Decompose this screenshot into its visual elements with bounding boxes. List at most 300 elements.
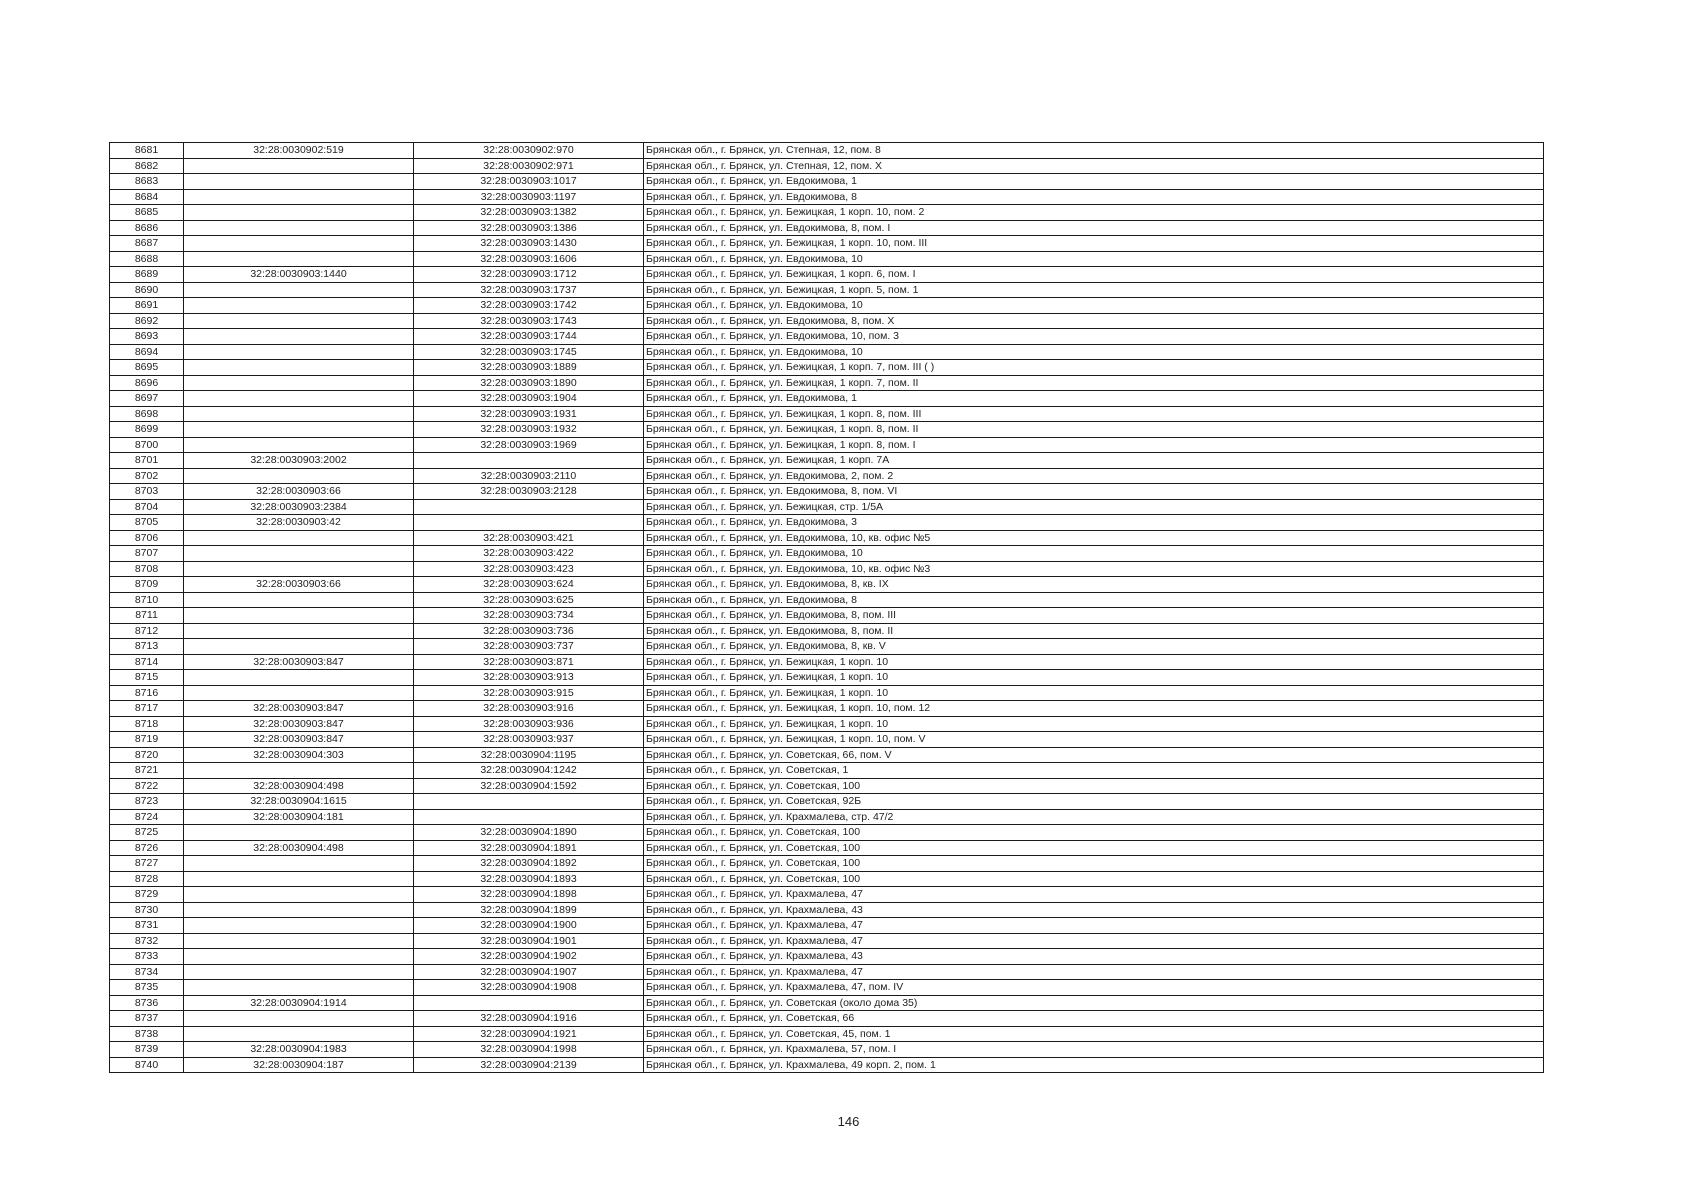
address-cell: Брянская обл., г. Брянск, ул. Крахмалева, стр. 47/2	[644, 809, 1544, 825]
cadastral-number-cell: 32:28:0030903:1745	[414, 344, 644, 360]
registry-table-body	[110, 143, 1544, 1073]
cadastral-number-cell: 32:28:0030903:936	[414, 716, 644, 732]
row-number-cell: 8707	[110, 546, 184, 562]
cadastral-number-cell: 32:28:0030904:2139	[414, 1057, 644, 1073]
cadastral-number-cell: 32:28:0030903:1742	[414, 298, 644, 314]
parent-cadastral-number-cell	[184, 391, 414, 407]
parent-cadastral-number-cell: 32:28:0030903:2002	[184, 453, 414, 469]
row-number-cell: 8711	[110, 608, 184, 624]
row-number-cell: 8703	[110, 484, 184, 500]
table-row	[110, 608, 1544, 624]
cadastral-number-cell: 32:28:0030903:421	[414, 530, 644, 546]
cadastral-number-cell: 32:28:0030903:1382	[414, 205, 644, 221]
table-row	[110, 639, 1544, 655]
row-number-cell: 8735	[110, 980, 184, 996]
row-number-cell: 8705	[110, 515, 184, 531]
parent-cadastral-number-cell: 32:28:0030903:847	[184, 654, 414, 670]
cadastral-number-cell: 32:28:0030904:1908	[414, 980, 644, 996]
table-row	[110, 623, 1544, 639]
cadastral-number-cell: 32:28:0030904:1916	[414, 1011, 644, 1027]
parent-cadastral-number-cell	[184, 329, 414, 345]
property-registry-table	[109, 142, 1544, 1073]
cadastral-number-cell: 32:28:0030904:1899	[414, 902, 644, 918]
address-cell: Брянская обл., г. Брянск, ул. Бежицкая, 1 корп. 10, пом. V	[644, 732, 1544, 748]
parent-cadastral-number-cell	[184, 468, 414, 484]
registry-sheet	[109, 142, 1543, 1073]
table-row	[110, 887, 1544, 903]
parent-cadastral-number-cell	[184, 592, 414, 608]
parent-cadastral-number-cell	[184, 344, 414, 360]
row-number-cell: 8729	[110, 887, 184, 903]
cadastral-number-cell: 32:28:0030903:916	[414, 701, 644, 717]
address-cell: Брянская обл., г. Брянск, ул. Евдокимова, 8, пом. III	[644, 608, 1544, 624]
row-number-cell: 8717	[110, 701, 184, 717]
address-cell: Брянская обл., г. Брянск, ул. Советская, 100	[644, 825, 1544, 841]
address-cell: Брянская обл., г. Брянск, ул. Евдокимова, 8	[644, 189, 1544, 205]
row-number-cell: 8690	[110, 282, 184, 298]
row-number-cell: 8698	[110, 406, 184, 422]
address-cell: Брянская обл., г. Брянск, ул. Евдокимова, 1	[644, 174, 1544, 190]
parent-cadastral-number-cell	[184, 282, 414, 298]
cadastral-number-cell: 32:28:0030904:1195	[414, 747, 644, 763]
row-number-cell: 8732	[110, 933, 184, 949]
table-row	[110, 577, 1544, 593]
table-row	[110, 391, 1544, 407]
address-cell: Брянская обл., г. Брянск, ул. Советская, 100	[644, 778, 1544, 794]
row-number-cell: 8740	[110, 1057, 184, 1073]
address-cell: Брянская обл., г. Брянск, ул. Крахмалева, 47	[644, 964, 1544, 980]
table-row	[110, 747, 1544, 763]
address-cell: Брянская обл., г. Брянск, ул. Бежицкая, 1 корп. 7, пом. III ( )	[644, 360, 1544, 376]
parent-cadastral-number-cell: 32:28:0030903:42	[184, 515, 414, 531]
address-cell: Брянская обл., г. Брянск, ул. Советская (около дома 35)	[644, 995, 1544, 1011]
row-number-cell: 8687	[110, 236, 184, 252]
address-cell: Брянская обл., г. Брянск, ул. Бежицкая, 1 корп. 6, пом. I	[644, 267, 1544, 283]
parent-cadastral-number-cell	[184, 1026, 414, 1042]
table-row	[110, 1057, 1544, 1073]
table-row	[110, 980, 1544, 996]
table-row	[110, 763, 1544, 779]
address-cell: Брянская обл., г. Брянск, ул. Евдокимова, 10	[644, 344, 1544, 360]
parent-cadastral-number-cell	[184, 918, 414, 934]
parent-cadastral-number-cell	[184, 220, 414, 236]
address-cell: Брянская обл., г. Брянск, ул. Советская, 100	[644, 840, 1544, 856]
address-cell: Брянская обл., г. Брянск, ул. Советская, 45, пом. 1	[644, 1026, 1544, 1042]
parent-cadastral-number-cell: 32:28:0030903:1440	[184, 267, 414, 283]
row-number-cell: 8739	[110, 1042, 184, 1058]
address-cell: Брянская обл., г. Брянск, ул. Евдокимова, 10	[644, 251, 1544, 267]
parent-cadastral-number-cell: 32:28:0030903:847	[184, 716, 414, 732]
address-cell: Брянская обл., г. Брянск, ул. Советская, 66, пом. V	[644, 747, 1544, 763]
parent-cadastral-number-cell: 32:28:0030904:187	[184, 1057, 414, 1073]
parent-cadastral-number-cell	[184, 1011, 414, 1027]
parent-cadastral-number-cell: 32:28:0030904:1615	[184, 794, 414, 810]
row-number-cell: 8693	[110, 329, 184, 345]
cadastral-number-cell: 32:28:0030903:1904	[414, 391, 644, 407]
cadastral-number-cell	[414, 499, 644, 515]
parent-cadastral-number-cell	[184, 887, 414, 903]
address-cell: Брянская обл., г. Брянск, ул. Бежицкая, 1 корп. 10	[644, 716, 1544, 732]
cadastral-number-cell	[414, 794, 644, 810]
address-cell: Брянская обл., г. Брянск, ул. Евдокимова, 10	[644, 298, 1544, 314]
parent-cadastral-number-cell	[184, 406, 414, 422]
table-row	[110, 422, 1544, 438]
address-cell: Брянская обл., г. Брянск, ул. Крахмалева, 49 корп. 2, пом. 1	[644, 1057, 1544, 1073]
table-row	[110, 406, 1544, 422]
table-row	[110, 840, 1544, 856]
cadastral-number-cell: 32:28:0030903:1931	[414, 406, 644, 422]
row-number-cell: 8684	[110, 189, 184, 205]
address-cell: Брянская обл., г. Брянск, ул. Евдокимова, 10, кв. офис №5	[644, 530, 1544, 546]
address-cell: Брянская обл., г. Брянск, ул. Степная, 12, пом. 8	[644, 143, 1544, 159]
table-row	[110, 174, 1544, 190]
parent-cadastral-number-cell	[184, 856, 414, 872]
address-cell: Брянская обл., г. Брянск, ул. Бежицкая, 1 корп. 8, пом. III	[644, 406, 1544, 422]
address-cell: Брянская обл., г. Брянск, ул. Евдокимова, 3	[644, 515, 1544, 531]
table-row	[110, 515, 1544, 531]
table-row	[110, 360, 1544, 376]
table-row	[110, 778, 1544, 794]
cadastral-number-cell: 32:28:0030903:1606	[414, 251, 644, 267]
table-row	[110, 267, 1544, 283]
cadastral-number-cell: 32:28:0030903:1430	[414, 236, 644, 252]
row-number-cell: 8689	[110, 267, 184, 283]
row-number-cell: 8704	[110, 499, 184, 515]
parent-cadastral-number-cell	[184, 205, 414, 221]
cadastral-number-cell: 32:28:0030903:1017	[414, 174, 644, 190]
row-number-cell: 8710	[110, 592, 184, 608]
parent-cadastral-number-cell	[184, 251, 414, 267]
row-number-cell: 8700	[110, 437, 184, 453]
parent-cadastral-number-cell	[184, 949, 414, 965]
table-row	[110, 313, 1544, 329]
row-number-cell: 8718	[110, 716, 184, 732]
cadastral-number-cell: 32:28:0030903:423	[414, 561, 644, 577]
row-number-cell: 8734	[110, 964, 184, 980]
table-row	[110, 236, 1544, 252]
cadastral-number-cell: 32:28:0030904:1902	[414, 949, 644, 965]
address-cell: Брянская обл., г. Брянск, ул. Советская, 100	[644, 856, 1544, 872]
cadastral-number-cell: 32:28:0030903:736	[414, 623, 644, 639]
parent-cadastral-number-cell	[184, 902, 414, 918]
parent-cadastral-number-cell	[184, 871, 414, 887]
address-cell: Брянская обл., г. Брянск, ул. Крахмалева, 47	[644, 918, 1544, 934]
row-number-cell: 8719	[110, 732, 184, 748]
cadastral-number-cell: 32:28:0030903:937	[414, 732, 644, 748]
cadastral-number-cell: 32:28:0030904:1242	[414, 763, 644, 779]
table-row	[110, 298, 1544, 314]
row-number-cell: 8696	[110, 375, 184, 391]
cadastral-number-cell: 32:28:0030904:1998	[414, 1042, 644, 1058]
parent-cadastral-number-cell	[184, 437, 414, 453]
address-cell: Брянская обл., г. Брянск, ул. Советская, 100	[644, 871, 1544, 887]
parent-cadastral-number-cell: 32:28:0030903:66	[184, 484, 414, 500]
row-number-cell: 8681	[110, 143, 184, 159]
address-cell: Брянская обл., г. Брянск, ул. Евдокимова, 8, пом. VI	[644, 484, 1544, 500]
cadastral-number-cell: 32:28:0030903:1744	[414, 329, 644, 345]
parent-cadastral-number-cell	[184, 964, 414, 980]
table-row	[110, 685, 1544, 701]
table-row	[110, 484, 1544, 500]
cadastral-number-cell	[414, 995, 644, 1011]
parent-cadastral-number-cell: 32:28:0030904:498	[184, 840, 414, 856]
row-number-cell: 8738	[110, 1026, 184, 1042]
table-row	[110, 918, 1544, 934]
table-row	[110, 468, 1544, 484]
address-cell: Брянская обл., г. Брянск, ул. Бежицкая, 1 корп. 7, пом. II	[644, 375, 1544, 391]
row-number-cell: 8692	[110, 313, 184, 329]
cadastral-number-cell: 32:28:0030904:1900	[414, 918, 644, 934]
cadastral-number-cell: 32:28:0030904:1893	[414, 871, 644, 887]
table-row	[110, 732, 1544, 748]
address-cell: Брянская обл., г. Брянск, ул. Евдокимова, 10, пом. 3	[644, 329, 1544, 345]
cadastral-number-cell: 32:28:0030904:1921	[414, 1026, 644, 1042]
parent-cadastral-number-cell	[184, 298, 414, 314]
address-cell: Брянская обл., г. Брянск, ул. Евдокимова, 1	[644, 391, 1544, 407]
parent-cadastral-number-cell: 32:28:0030904:303	[184, 747, 414, 763]
parent-cadastral-number-cell	[184, 189, 414, 205]
row-number-cell: 8686	[110, 220, 184, 236]
row-number-cell: 8713	[110, 639, 184, 655]
address-cell: Брянская обл., г. Брянск, ул. Советская, 66	[644, 1011, 1544, 1027]
table-row	[110, 453, 1544, 469]
table-row	[110, 344, 1544, 360]
row-number-cell: 8730	[110, 902, 184, 918]
parent-cadastral-number-cell	[184, 825, 414, 841]
cadastral-number-cell: 32:28:0030902:970	[414, 143, 644, 159]
address-cell: Брянская обл., г. Брянск, ул. Бежицкая, 1 корп. 10	[644, 654, 1544, 670]
parent-cadastral-number-cell	[184, 980, 414, 996]
row-number-cell: 8716	[110, 685, 184, 701]
address-cell: Брянская обл., г. Брянск, ул. Бежицкая, 1 корп. 10, пом. 2	[644, 205, 1544, 221]
row-number-cell: 8709	[110, 577, 184, 593]
table-row	[110, 794, 1544, 810]
address-cell: Брянская обл., г. Брянск, ул. Евдокимова, 8, кв. V	[644, 639, 1544, 655]
parent-cadastral-number-cell	[184, 685, 414, 701]
cadastral-number-cell	[414, 809, 644, 825]
cadastral-number-cell: 32:28:0030903:1197	[414, 189, 644, 205]
table-row	[110, 546, 1544, 562]
cadastral-number-cell: 32:28:0030903:734	[414, 608, 644, 624]
address-cell: Брянская обл., г. Брянск, ул. Крахмалева, 43	[644, 949, 1544, 965]
cadastral-number-cell: 32:28:0030903:1743	[414, 313, 644, 329]
cadastral-number-cell: 32:28:0030903:2128	[414, 484, 644, 500]
address-cell: Брянская обл., г. Брянск, ул. Евдокимова, 8, кв. IX	[644, 577, 1544, 593]
parent-cadastral-number-cell: 32:28:0030902:519	[184, 143, 414, 159]
row-number-cell: 8699	[110, 422, 184, 438]
table-row	[110, 716, 1544, 732]
address-cell: Брянская обл., г. Брянск, ул. Степная, 12, пом. X	[644, 158, 1544, 174]
table-row	[110, 437, 1544, 453]
table-row	[110, 964, 1544, 980]
address-cell: Брянская обл., г. Брянск, ул. Евдокимова, 8, пом. X	[644, 313, 1544, 329]
row-number-cell: 8697	[110, 391, 184, 407]
table-row	[110, 158, 1544, 174]
parent-cadastral-number-cell: 32:28:0030903:66	[184, 577, 414, 593]
address-cell: Брянская обл., г. Брянск, ул. Бежицкая, 1 корп. 8, пом. I	[644, 437, 1544, 453]
address-cell: Брянская обл., г. Брянск, ул. Советская, 92Б	[644, 794, 1544, 810]
cadastral-number-cell: 32:28:0030903:1386	[414, 220, 644, 236]
row-number-cell: 8714	[110, 654, 184, 670]
address-cell: Брянская обл., г. Брянск, ул. Бежицкая, 1 корп. 7А	[644, 453, 1544, 469]
parent-cadastral-number-cell	[184, 360, 414, 376]
parent-cadastral-number-cell	[184, 933, 414, 949]
address-cell: Брянская обл., г. Брянск, ул. Крахмалева, 47	[644, 933, 1544, 949]
address-cell: Брянская обл., г. Брянск, ул. Евдокимова, 10, кв. офис №3	[644, 561, 1544, 577]
table-row	[110, 902, 1544, 918]
address-cell: Брянская обл., г. Брянск, ул. Бежицкая, 1 корп. 10	[644, 685, 1544, 701]
table-row	[110, 143, 1544, 159]
row-number-cell: 8723	[110, 794, 184, 810]
address-cell: Брянская обл., г. Брянск, ул. Крахмалева, 47, пом. IV	[644, 980, 1544, 996]
parent-cadastral-number-cell	[184, 174, 414, 190]
page-number: 146	[837, 1114, 860, 1129]
cadastral-number-cell	[414, 515, 644, 531]
row-number-cell: 8712	[110, 623, 184, 639]
address-cell: Брянская обл., г. Брянск, ул. Бежицкая, стр. 1/5А	[644, 499, 1544, 515]
parent-cadastral-number-cell: 32:28:0030903:847	[184, 732, 414, 748]
address-cell: Брянская обл., г. Брянск, ул. Советская, 1	[644, 763, 1544, 779]
parent-cadastral-number-cell	[184, 422, 414, 438]
row-number-cell: 8688	[110, 251, 184, 267]
parent-cadastral-number-cell	[184, 313, 414, 329]
address-cell: Брянская обл., г. Брянск, ул. Крахмалева, 43	[644, 902, 1544, 918]
address-cell: Брянская обл., г. Брянск, ул. Крахмалева, 47	[644, 887, 1544, 903]
cadastral-number-cell: 32:28:0030903:871	[414, 654, 644, 670]
address-cell: Брянская обл., г. Брянск, ул. Бежицкая, 1 корп. 10	[644, 670, 1544, 686]
cadastral-number-cell: 32:28:0030903:915	[414, 685, 644, 701]
row-number-cell: 8720	[110, 747, 184, 763]
parent-cadastral-number-cell: 32:28:0030903:847	[184, 701, 414, 717]
cadastral-number-cell: 32:28:0030903:624	[414, 577, 644, 593]
row-number-cell: 8733	[110, 949, 184, 965]
parent-cadastral-number-cell: 32:28:0030904:1914	[184, 995, 414, 1011]
table-row	[110, 949, 1544, 965]
row-number-cell: 8702	[110, 468, 184, 484]
table-row	[110, 189, 1544, 205]
parent-cadastral-number-cell	[184, 375, 414, 391]
table-row	[110, 995, 1544, 1011]
parent-cadastral-number-cell	[184, 763, 414, 779]
row-number-cell: 8721	[110, 763, 184, 779]
address-cell: Брянская обл., г. Брянск, ул. Евдокимова, 2, пом. 2	[644, 468, 1544, 484]
cadastral-number-cell: 32:28:0030904:1898	[414, 887, 644, 903]
parent-cadastral-number-cell	[184, 623, 414, 639]
row-number-cell: 8706	[110, 530, 184, 546]
table-row	[110, 871, 1544, 887]
cadastral-number-cell: 32:28:0030903:1889	[414, 360, 644, 376]
parent-cadastral-number-cell: 32:28:0030904:1983	[184, 1042, 414, 1058]
cadastral-number-cell: 32:28:0030903:1932	[414, 422, 644, 438]
table-row	[110, 856, 1544, 872]
address-cell: Брянская обл., г. Брянск, ул. Евдокимова, 8, пом. II	[644, 623, 1544, 639]
table-row	[110, 825, 1544, 841]
table-row	[110, 251, 1544, 267]
table-row	[110, 282, 1544, 298]
cadastral-number-cell: 32:28:0030904:1592	[414, 778, 644, 794]
row-number-cell: 8736	[110, 995, 184, 1011]
row-number-cell: 8731	[110, 918, 184, 934]
table-row	[110, 933, 1544, 949]
row-number-cell: 8685	[110, 205, 184, 221]
table-row	[110, 1042, 1544, 1058]
row-number-cell: 8694	[110, 344, 184, 360]
table-row	[110, 654, 1544, 670]
row-number-cell: 8722	[110, 778, 184, 794]
table-row	[110, 701, 1544, 717]
cadastral-number-cell: 32:28:0030904:1891	[414, 840, 644, 856]
row-number-cell: 8715	[110, 670, 184, 686]
cadastral-number-cell: 32:28:0030903:625	[414, 592, 644, 608]
row-number-cell: 8725	[110, 825, 184, 841]
table-row	[110, 1011, 1544, 1027]
row-number-cell: 8737	[110, 1011, 184, 1027]
cadastral-number-cell: 32:28:0030904:1890	[414, 825, 644, 841]
row-number-cell: 8727	[110, 856, 184, 872]
address-cell: Брянская обл., г. Брянск, ул. Крахмалева, 57, пом. I	[644, 1042, 1544, 1058]
table-row	[110, 561, 1544, 577]
table-row	[110, 530, 1544, 546]
row-number-cell: 8683	[110, 174, 184, 190]
table-row	[110, 205, 1544, 221]
cadastral-number-cell: 32:28:0030902:971	[414, 158, 644, 174]
parent-cadastral-number-cell	[184, 670, 414, 686]
table-row	[110, 220, 1544, 236]
address-cell: Брянская обл., г. Брянск, ул. Бежицкая, 1 корп. 10, пом. III	[644, 236, 1544, 252]
table-row	[110, 375, 1544, 391]
cadastral-number-cell: 32:28:0030903:913	[414, 670, 644, 686]
table-row	[110, 499, 1544, 515]
cadastral-number-cell	[414, 453, 644, 469]
cadastral-number-cell: 32:28:0030903:1969	[414, 437, 644, 453]
parent-cadastral-number-cell: 32:28:0030903:2384	[184, 499, 414, 515]
address-cell: Брянская обл., г. Брянск, ул. Евдокимова, 8, пом. I	[644, 220, 1544, 236]
parent-cadastral-number-cell	[184, 639, 414, 655]
parent-cadastral-number-cell	[184, 236, 414, 252]
table-row	[110, 809, 1544, 825]
parent-cadastral-number-cell: 32:28:0030904:498	[184, 778, 414, 794]
row-number-cell: 8691	[110, 298, 184, 314]
cadastral-number-cell: 32:28:0030904:1907	[414, 964, 644, 980]
row-number-cell: 8708	[110, 561, 184, 577]
parent-cadastral-number-cell	[184, 608, 414, 624]
cadastral-number-cell: 32:28:0030903:1737	[414, 282, 644, 298]
address-cell: Брянская обл., г. Брянск, ул. Бежицкая, 1 корп. 5, пом. 1	[644, 282, 1544, 298]
parent-cadastral-number-cell: 32:28:0030904:181	[184, 809, 414, 825]
row-number-cell: 8728	[110, 871, 184, 887]
table-row	[110, 329, 1544, 345]
table-row	[110, 592, 1544, 608]
row-number-cell: 8695	[110, 360, 184, 376]
address-cell: Брянская обл., г. Брянск, ул. Бежицкая, 1 корп. 8, пом. II	[644, 422, 1544, 438]
address-cell: Брянская обл., г. Брянск, ул. Бежицкая, 1 корп. 10, пом. 12	[644, 701, 1544, 717]
parent-cadastral-number-cell	[184, 530, 414, 546]
table-row	[110, 670, 1544, 686]
cadastral-number-cell: 32:28:0030903:2110	[414, 468, 644, 484]
row-number-cell: 8682	[110, 158, 184, 174]
row-number-cell: 8726	[110, 840, 184, 856]
address-cell: Брянская обл., г. Брянск, ул. Евдокимова, 8	[644, 592, 1544, 608]
cadastral-number-cell: 32:28:0030903:1890	[414, 375, 644, 391]
row-number-cell: 8701	[110, 453, 184, 469]
table-row	[110, 1026, 1544, 1042]
row-number-cell: 8724	[110, 809, 184, 825]
cadastral-number-cell: 32:28:0030904:1901	[414, 933, 644, 949]
parent-cadastral-number-cell	[184, 158, 414, 174]
parent-cadastral-number-cell	[184, 561, 414, 577]
cadastral-number-cell: 32:28:0030904:1892	[414, 856, 644, 872]
cadastral-number-cell: 32:28:0030903:1712	[414, 267, 644, 283]
